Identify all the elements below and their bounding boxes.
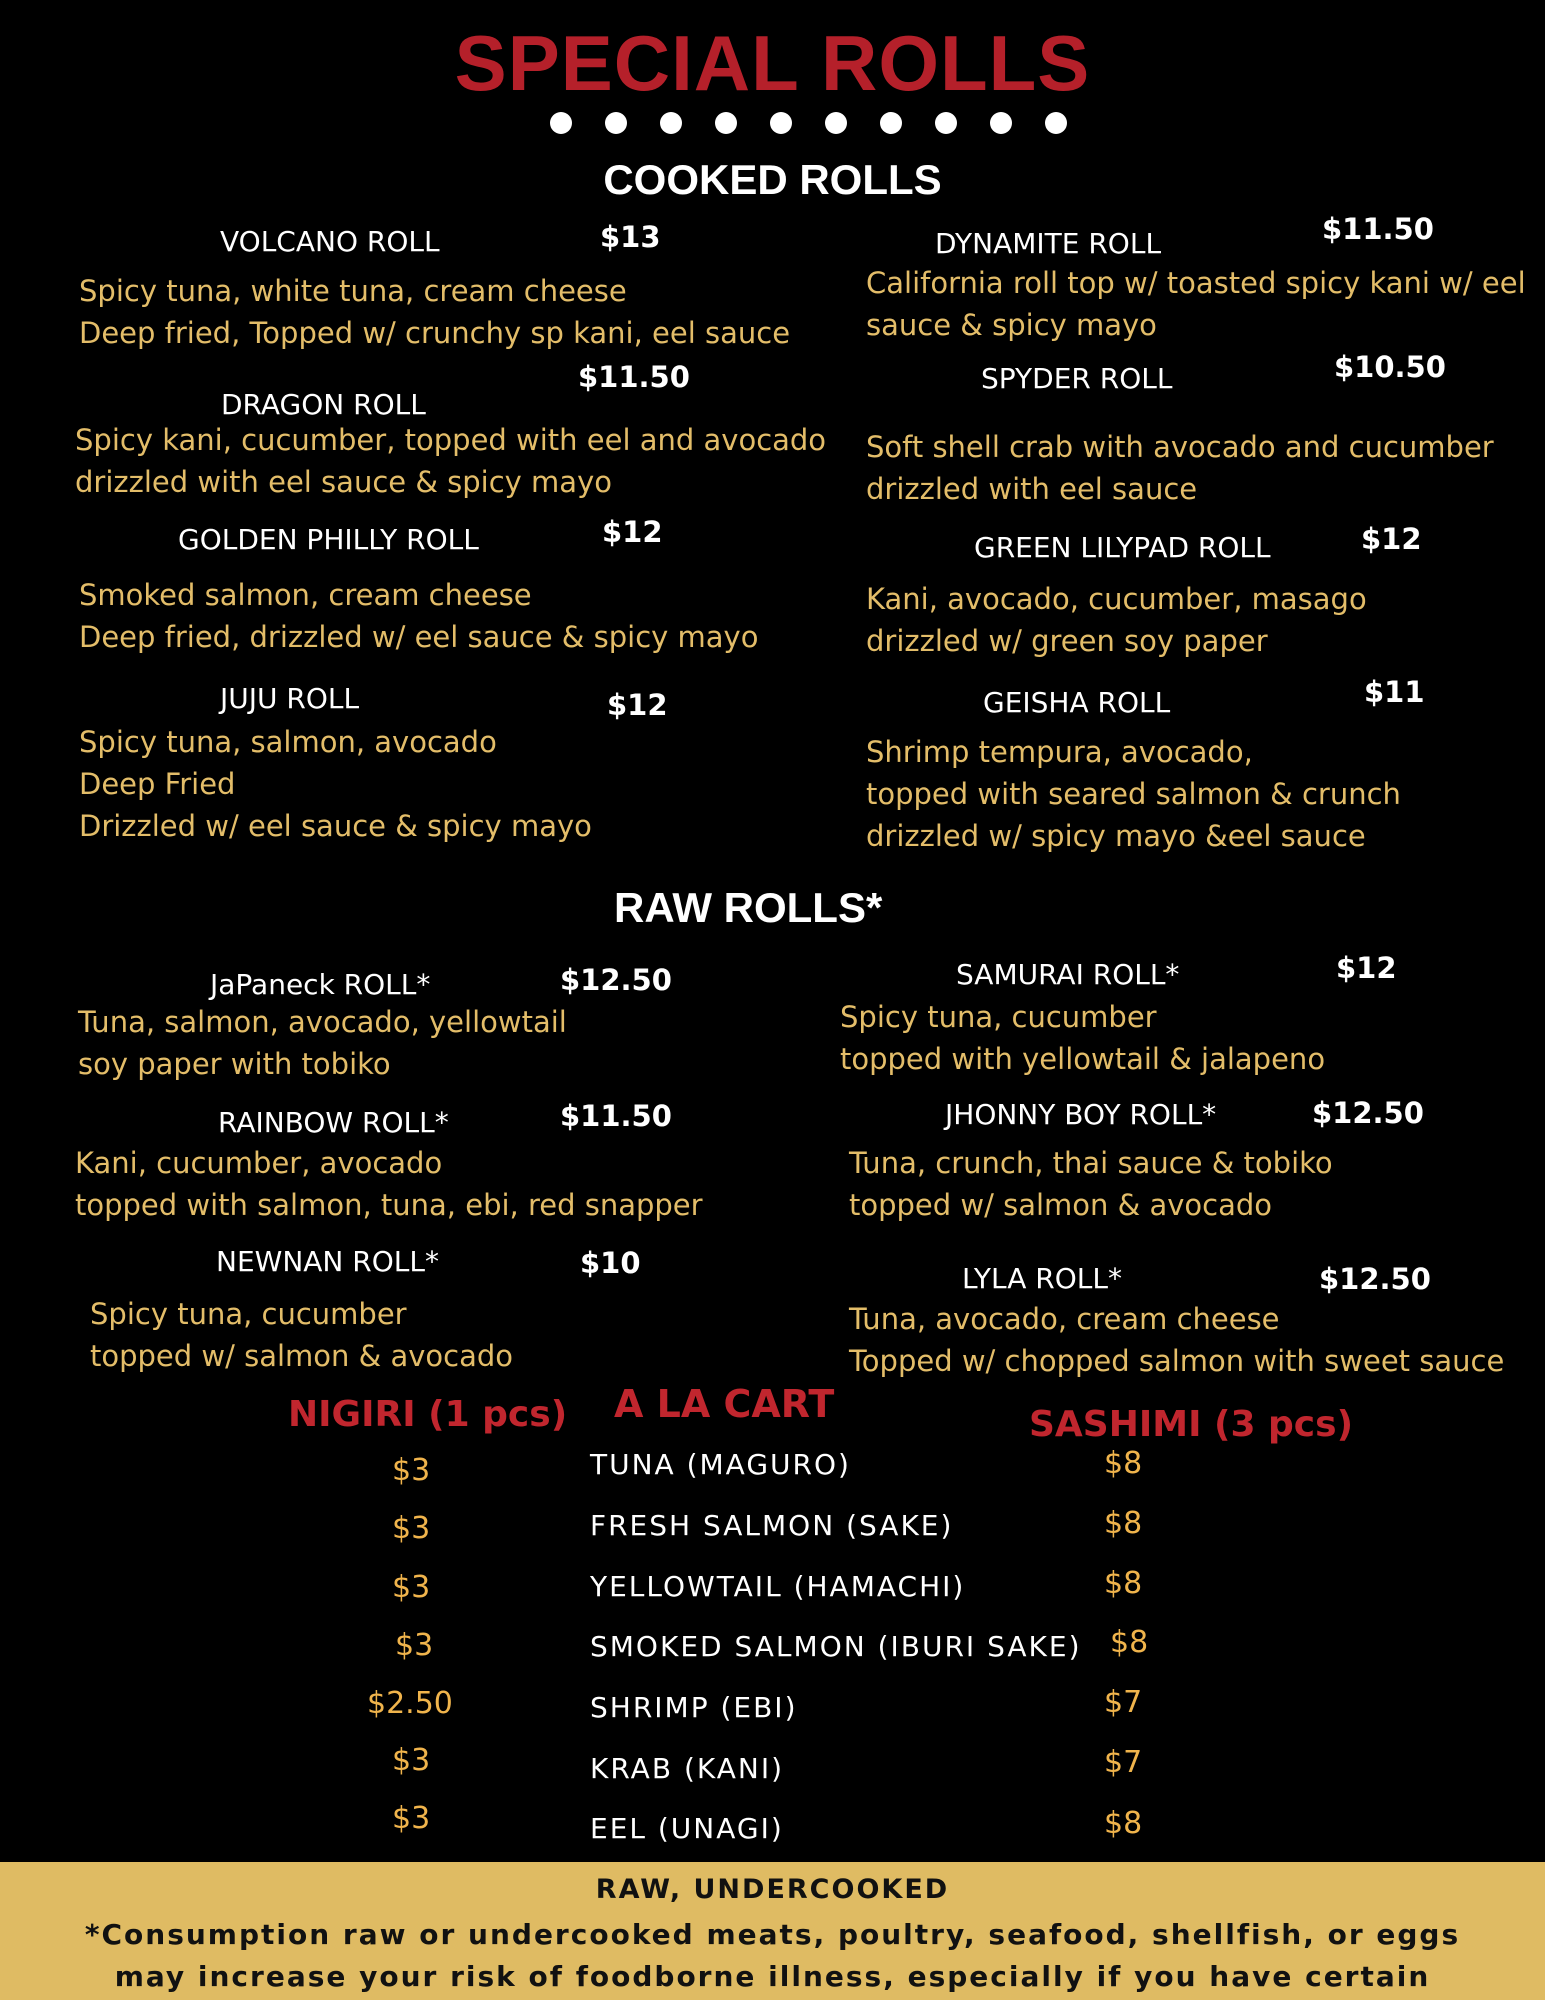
raw-rolls-heading: RAW ROLLS*	[614, 884, 883, 931]
roll-price: $12	[607, 688, 668, 722]
nigiri-price: $3	[392, 1570, 431, 1605]
roll-price: $12	[1336, 951, 1397, 985]
roll-description: Shrimp tempura, avocado, topped with seared salmon & crunch drizzled w/ spicy mayo &eel sauce	[866, 735, 1401, 853]
nigiri-heading: NIGIRI (1 pcs)	[288, 1394, 568, 1435]
roll-name: JaPaneck ROLL*	[210, 968, 431, 1001]
roll-name: SPYDER ROLL	[981, 362, 1173, 395]
nigiri-price: $3	[392, 1511, 431, 1546]
menu-title: SPECIAL ROLLS	[454, 19, 1091, 107]
roll-price: $11	[1364, 675, 1425, 709]
sashimi-price: $8	[1104, 1806, 1143, 1841]
roll-description: Spicy tuna, white tuna, cream cheese Deep fried, Topped w/ crunchy sp kani, eel sauce	[79, 274, 791, 350]
dot	[715, 112, 737, 134]
roll-price: $12	[1361, 522, 1422, 556]
roll-price: $10	[580, 1246, 641, 1280]
roll-name: GREEN LILYPAD ROLL	[974, 531, 1271, 564]
sashimi-price: $8	[1110, 1625, 1149, 1660]
sashimi-heading: SASHIMI (3 pcs)	[1029, 1404, 1354, 1445]
decorative-dots	[550, 112, 1067, 134]
roll-description: Spicy kani, cucumber, topped with eel and avocado drizzled with eel sauce & spicy mayo	[75, 423, 827, 499]
a-la-carte-item: TUNA (MAGURO)	[590, 1448, 851, 1481]
nigiri-price: $3	[392, 1453, 431, 1488]
dot	[660, 112, 682, 134]
footer-disclaimer: *Consumption raw or undercooked meats, poultry, seafood, shellfish, or eggs may increase your risk of foodborne illness, especially if you have certain	[84, 1918, 1461, 1993]
roll-name: SAMURAI ROLL*	[956, 958, 1180, 991]
roll-price: $11.50	[1322, 212, 1434, 246]
dot	[550, 112, 572, 134]
roll-name: GOLDEN PHILLY ROLL	[178, 523, 479, 556]
roll-description: Spicy tuna, salmon, avocado Deep Fried Drizzled w/ eel sauce & spicy mayo	[79, 725, 592, 843]
roll-name: JHONNY BOY ROLL*	[945, 1098, 1217, 1131]
roll-name: DRAGON ROLL	[221, 388, 426, 421]
nigiri-price: $3	[392, 1743, 431, 1778]
sashimi-price: $7	[1104, 1745, 1143, 1780]
roll-price: $10.50	[1334, 350, 1446, 384]
roll-description: Tuna, crunch, thai sauce & tobiko topped w/ salmon & avocado	[849, 1146, 1333, 1222]
nigiri-price: $2.50	[367, 1686, 453, 1721]
a-la-carte-heading: A LA CART	[614, 1382, 835, 1426]
cooked-rolls-heading: COOKED ROLLS	[603, 156, 942, 203]
raw-warning-footer	[0, 1862, 1545, 2000]
roll-price: $12	[602, 515, 663, 549]
roll-name: VOLCANO ROLL	[220, 225, 440, 258]
roll-price: $11.50	[578, 360, 690, 394]
a-la-carte-item: YELLOWTAIL (HAMACHI)	[590, 1570, 966, 1603]
roll-description: California roll top w/ toasted spicy kani w/ eel sauce & spicy mayo	[866, 266, 1526, 342]
roll-description: Kani, avocado, cucumber, masago drizzled w/ green soy paper	[866, 582, 1367, 658]
sashimi-price: $8	[1104, 1506, 1143, 1541]
sashimi-price: $8	[1104, 1446, 1143, 1481]
roll-price: $11.50	[560, 1099, 672, 1133]
dot	[1045, 112, 1067, 134]
a-la-carte-item: KRAB (KANI)	[590, 1752, 785, 1785]
roll-name: JUJU ROLL	[220, 682, 360, 715]
sashimi-price: $7	[1104, 1685, 1143, 1720]
roll-description: Tuna, avocado, cream cheese Topped w/ chopped salmon with sweet sauce	[849, 1302, 1505, 1378]
a-la-carte-item: SMOKED SALMON (IBURI SAKE)	[590, 1630, 1082, 1663]
roll-name: DYNAMITE ROLL	[935, 227, 1162, 260]
roll-description: Tuna, salmon, avocado, yellowtail soy paper with tobiko	[78, 1005, 567, 1081]
a-la-carte-item: SHRIMP (EBI)	[590, 1691, 798, 1724]
a-la-carte-item: EEL (UNAGI)	[590, 1812, 784, 1845]
dot	[935, 112, 957, 134]
nigiri-price: $3	[395, 1628, 434, 1663]
sashimi-price: $8	[1104, 1566, 1143, 1601]
dot	[770, 112, 792, 134]
roll-name: GEISHA ROLL	[983, 686, 1171, 719]
roll-description: Kani, cucumber, avocado topped with salmon, tuna, ebi, red snapper	[75, 1146, 703, 1222]
roll-description: Spicy tuna, cucumber topped w/ salmon & avocado	[90, 1297, 514, 1373]
roll-description: Spicy tuna, cucumber topped with yellowtail & jalapeno	[840, 1000, 1326, 1076]
dot	[825, 112, 847, 134]
footer-heading: RAW, UNDERCOOKED	[595, 1874, 950, 1905]
nigiri-price: $3	[392, 1801, 431, 1836]
roll-price: $13	[600, 220, 661, 254]
roll-price: $12.50	[560, 963, 672, 997]
roll-name: NEWNAN ROLL*	[216, 1245, 439, 1278]
roll-name: RAINBOW ROLL*	[218, 1106, 449, 1139]
roll-description: Smoked salmon, cream cheese Deep fried, drizzled w/ eel sauce & spicy mayo	[79, 578, 759, 654]
dot	[605, 112, 627, 134]
roll-price: $12.50	[1319, 1262, 1431, 1296]
dot	[880, 112, 902, 134]
roll-price: $12.50	[1312, 1096, 1424, 1130]
roll-name: LYLA ROLL*	[962, 1262, 1122, 1295]
roll-description: Soft shell crab with avocado and cucumber drizzled with eel sauce	[866, 430, 1494, 506]
a-la-carte-item: FRESH SALMON (SAKE)	[590, 1509, 954, 1542]
dot	[990, 112, 1012, 134]
